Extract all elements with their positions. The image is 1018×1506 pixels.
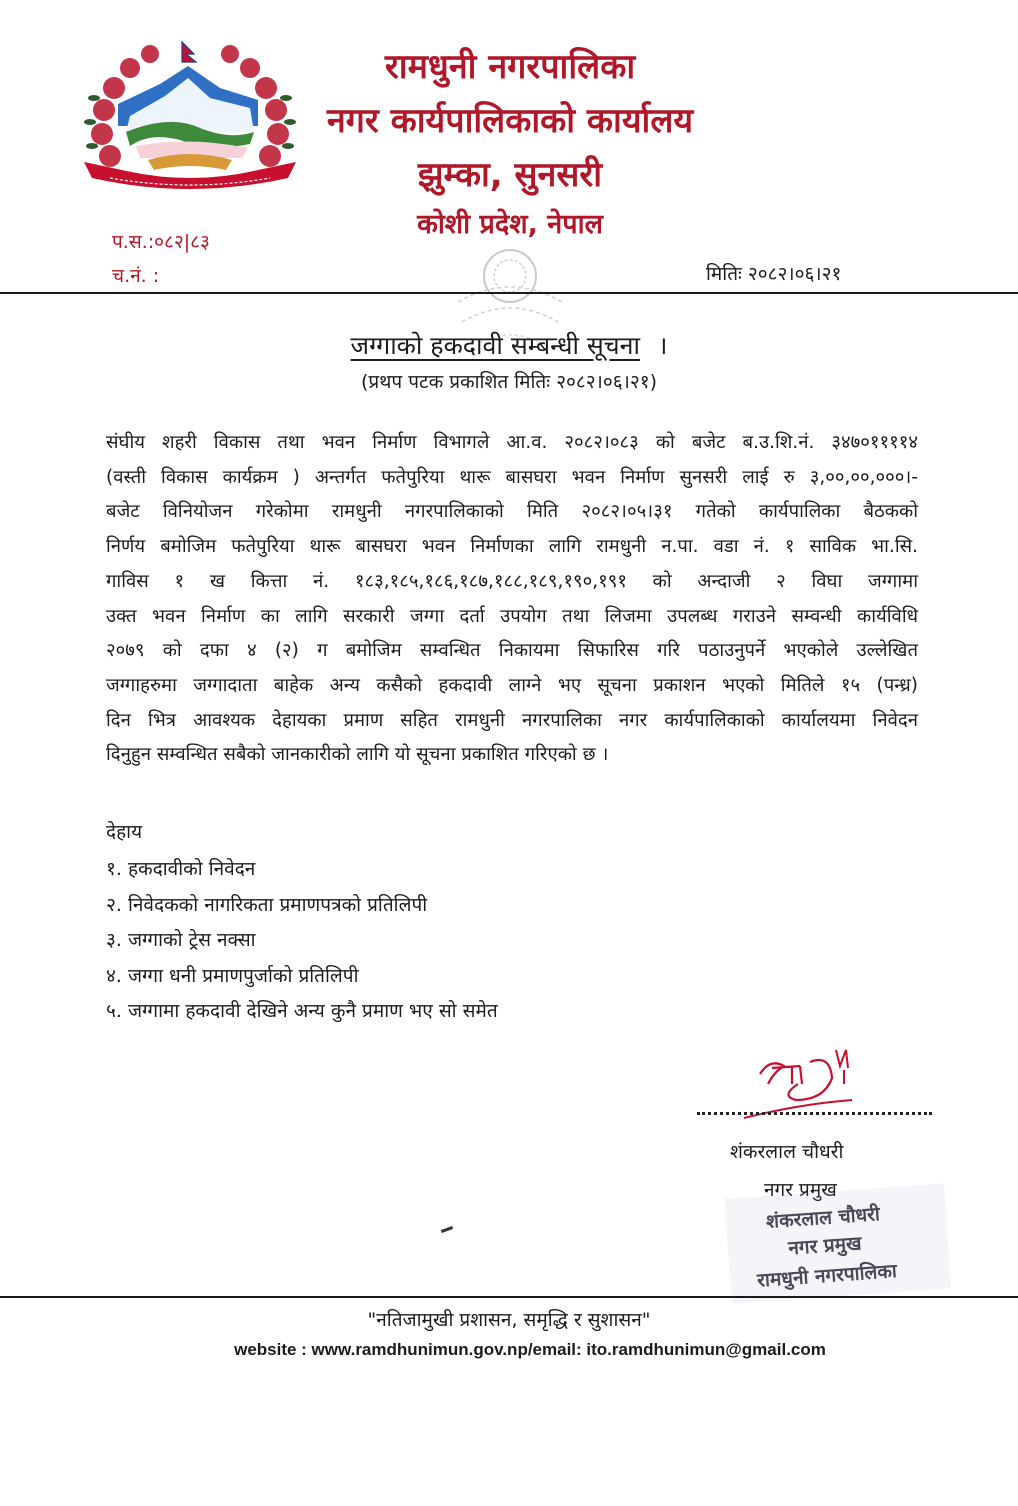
body-line: (वस्ती विकास कार्यक्रम ) अन्तर्गत फतेपुरिया थारू बासघरा भवन निर्माण सुनसरी लाई रु ३,००,००,०००।- — [106, 466, 918, 488]
ink-mark — [441, 1226, 453, 1233]
province-country: कोशी प्रदेश, नेपाल — [417, 209, 603, 240]
body-line: २०७९ को दफा ४ (२) ग बमोजिम सम्वन्धित निकायमा सिफारिस गरि पठाउनुपर्ने भएकोले उल्लेखित — [106, 640, 918, 662]
body-line: निर्णय बमोजिम फतेपुरिया थारू बासघरा भवन निर्माणका लागि रामधुनी न.पा. वडा नं. १ साविक भा.सि. — [106, 536, 918, 558]
signature-icon — [740, 1044, 860, 1134]
office-location: झुम्का, सुनसरी — [417, 155, 603, 195]
signature-line — [697, 1112, 932, 1115]
body-line: दिनुहुन सम्वन्धित सबैको जानकारीको लागि यो सूचना प्रकाशित गरिएको छ । — [106, 744, 609, 766]
reference-number: प.स.:०८२|८३ — [112, 231, 210, 253]
notice-title — [0, 328, 1018, 362]
body-line: बजेट विनियोजन गरेकोमा रामधुनी नगरपालिकाको मिति २०८२।०५।३१ गतेको कार्यपालिका बैठकको — [106, 501, 918, 523]
issue-date: मितिः २०८२।०६।२१ — [706, 263, 842, 285]
stamp-title: नगर प्रमुख — [787, 1232, 863, 1260]
notice-subtitle: (प्रथप पटक प्रकाशित मितिः २०८२।०६।२१) — [361, 371, 657, 393]
list-item: १. हकदावीको निवेदन — [106, 858, 256, 880]
body-line: गाविस १ ख कित्ता नं. १८३,१८५,१८६,१८७,१८८,१८९,१९०,१९१ को अन्दाजी २ विघा जग्गामा — [106, 570, 918, 592]
notice-body — [106, 426, 918, 773]
stamp-name: शंकरलाल चौधरी — [765, 1203, 881, 1234]
signer-name: शंकरलाल चौधरी — [730, 1141, 844, 1163]
annex-heading: देहाय — [106, 821, 143, 843]
footer-divider — [0, 1296, 1018, 1298]
list-item: ४. जग्गा धनी प्रमाणपुर्जाको प्रतिलिपी — [106, 964, 359, 987]
body-line: उक्त भवन निर्माण का लागि सरकारी जग्गा दर्ता उपयोग तथा लिजमा उपलब्ध गराउने सम्वन्धी कार्यविधि — [106, 605, 918, 627]
body-line: जग्गाहरुमा जग्गादाता बाहेक अन्य कसैको हकदावी लाग्ने भए सूचना प्रकाशन भएको मितिले १५ (पन्ध्र) — [106, 674, 918, 696]
list-item: २. निवेदकको नागरिकता प्रमाणपत्रको प्रतिलिपी — [106, 893, 428, 916]
list-item: ३. जग्गाको ट्रेस नक्सा — [106, 929, 256, 951]
municipality-name: रामधुनी नगरपालिका — [384, 47, 636, 87]
signer-title: नगर प्रमुख — [764, 1179, 837, 1201]
header-divider — [0, 292, 1018, 294]
list-item: ५. जग्गामा हकदावी देखिने अन्य कुनै प्रमाण भए सो समेत — [106, 1000, 498, 1022]
nepal-emblem-icon — [70, 36, 310, 196]
body-line: संघीय शहरी विकास तथा भवन निर्माण विभागले आ.व. २०८२।०८३ को बजेट ब.उ.शि.नं. ३४७०११११४ — [106, 432, 918, 453]
dispatch-number: च.नं. : — [112, 265, 160, 287]
body-line: दिन भित्र आवश्यक देहायका प्रमाण सहित रामधुनी नगरपालिका नगर कार्यपालिकाको कार्यालयमा निवेदन — [106, 709, 918, 731]
required-documents-list — [106, 852, 498, 1030]
office-name: नगर कार्यपालिकाको कार्यालय — [326, 101, 694, 141]
notice-title-text: जग्गाको हकदावी सम्बन्धी सूचना — [350, 331, 640, 360]
stamp-office: रामधुनी नगरपालिका — [756, 1260, 898, 1292]
footer-contact: website : www.ramdhunimun.gov.np/email: ito.ramdhunimun@gmail.com — [234, 1340, 826, 1359]
footer-motto: "नतिजामुखी प्रशासन, समृद्धि र सुशासन" — [367, 1309, 651, 1331]
official-stamp — [696, 1183, 953, 1310]
notice-title-danda: । — [657, 331, 668, 360]
